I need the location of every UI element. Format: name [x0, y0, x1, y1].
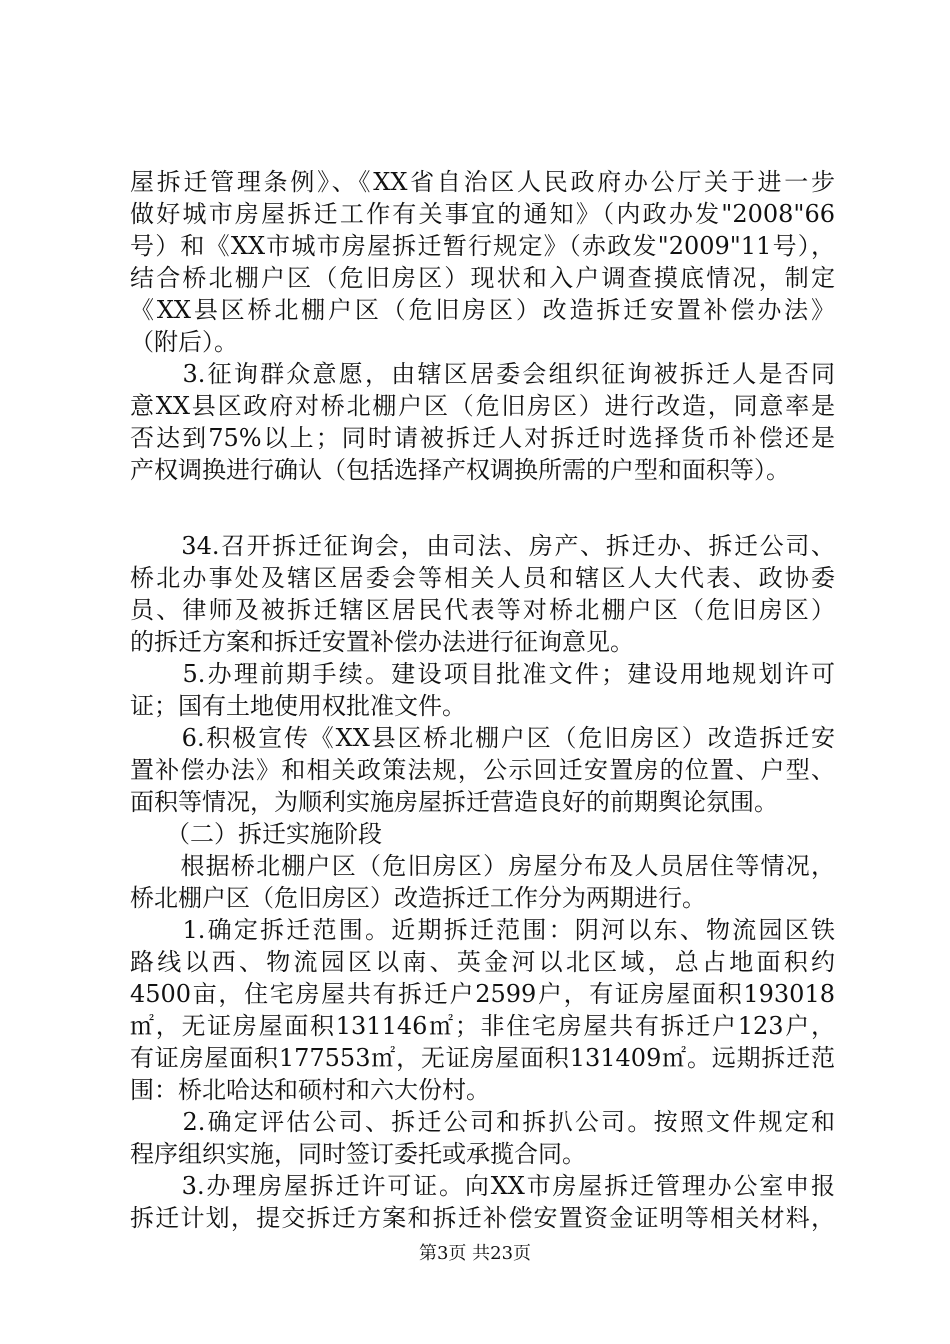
text-line: 1.确定拆迁范围。近期拆迁范围：阴河以东、物流园区铁 — [130, 916, 835, 944]
section-heading: （二）拆迁实施阶段 — [130, 820, 382, 848]
text-line: ㎡，无证房屋面积131146㎡；非住宅房屋共有拆迁户123户， — [130, 1012, 835, 1040]
text-line: 有证房屋面积177553㎡，无证房屋面积131409㎡。远期拆迁范 — [130, 1044, 835, 1072]
text-line: 拆迁计划，提交拆迁方案和拆迁补偿安置资金证明等相关材料， — [130, 1204, 835, 1232]
text-line: （附后）。 — [130, 328, 238, 356]
text-line: 桥北棚户区（危旧房区）改造拆迁工作分为两期进行。 — [130, 884, 706, 912]
text-line: 的拆迁方案和拆迁安置补偿办法进行征询意见。 — [130, 628, 634, 656]
text-line: 面积等情况，为顺利实施房屋拆迁营造良好的前期舆论氛围。 — [130, 788, 778, 816]
text-line: 根据桥北棚户区（危旧房区）房屋分布及人员居住等情况， — [130, 852, 835, 880]
text-line: 34.召开拆迁征询会，由司法、房产、拆迁办、拆迁公司、 — [130, 532, 835, 560]
text-line: 2.确定评估公司、拆迁公司和拆扒公司。按照文件规定和 — [130, 1108, 835, 1136]
page-number-label: 第3页 共23页 — [418, 1243, 532, 1264]
text-line: 桥北办事处及辖区居委会等相关人员和辖区人大代表、政协委 — [130, 564, 835, 592]
text-line: 3.征询群众意愿，由辖区居委会组织征询被拆迁人是否同 — [130, 360, 835, 388]
text-line: 围：桥北哈达和硕村和六大份村。 — [130, 1076, 490, 1104]
text-line: 产权调换进行确认（包括选择产权调换所需的户型和面积等）。 — [130, 456, 790, 484]
text-line: 做好城市房屋拆迁工作有关事宜的通知》（内政办发"2008"66 — [130, 200, 835, 228]
text-line: 4500亩，住宅房屋共有拆迁户2599户，有证房屋面积193018 — [130, 980, 835, 1008]
text-line: 路线以西、物流园区以南、英金河以北区域，总占地面积约 — [130, 948, 835, 976]
text-line: 证；国有土地使用权批准文件。 — [130, 692, 466, 720]
text-line: 否达到75%以上；同时请被拆迁人对拆迁时选择货币补偿还是 — [130, 424, 835, 452]
text-line: 屋拆迁管理条例》、《XX省自治区人民政府办公厅关于进一步 — [130, 168, 835, 196]
text-line: 号）和《XX市城市房屋拆迁暂行规定》（赤政发"2009"11号）， — [130, 232, 835, 260]
document-body — [130, 166, 835, 1234]
text-line: 6.积极宣传《XX县区桥北棚户区（危旧房区）改造拆迁安 — [130, 724, 835, 752]
text-line: 5.办理前期手续。建设项目批准文件；建设用地规划许可 — [130, 660, 835, 688]
paragraph-gap — [130, 486, 835, 530]
text-line: 《XX县区桥北棚户区（危旧房区）改造拆迁安置补偿办法》 — [130, 296, 835, 324]
page-footer — [0, 1242, 950, 1266]
text-line: 意XX县区政府对桥北棚户区（危旧房区）进行改造，同意率是 — [130, 392, 835, 420]
text-line: 程序组织实施，同时签订委托或承揽合同。 — [130, 1140, 586, 1168]
text-line: 置补偿办法》和相关政策法规，公示回迁安置房的位置、户型、 — [130, 756, 835, 784]
text-line: 员、律师及被拆迁辖区居民代表等对桥北棚户区（危旧房区） — [130, 596, 835, 624]
text-line: 结合桥北棚户区（危旧房区）现状和入户调查摸底情况，制定 — [130, 264, 835, 292]
text-line: 3.办理房屋拆迁许可证。向XX市房屋拆迁管理办公室申报 — [130, 1172, 835, 1200]
